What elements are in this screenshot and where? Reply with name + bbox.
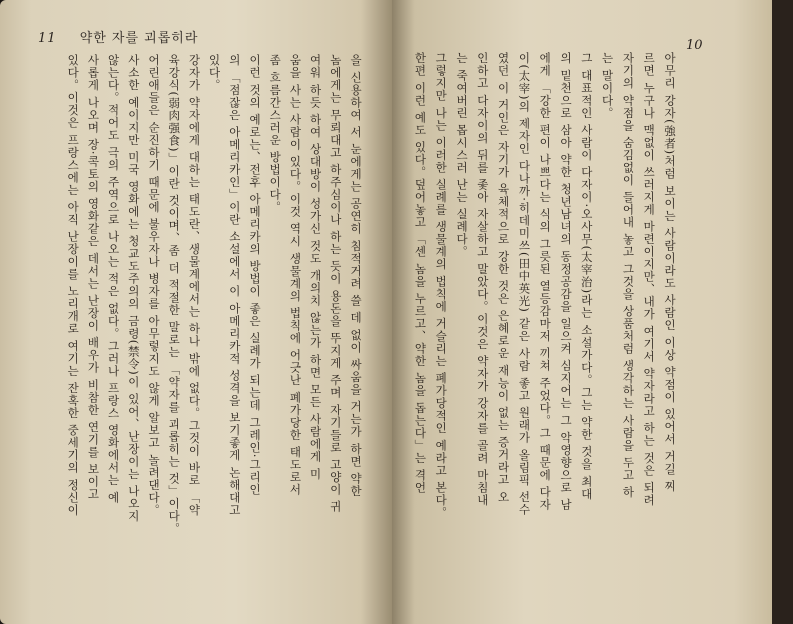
running-head-title: 약한 자를 괴롭히라	[79, 31, 199, 46]
background-edge	[772, 0, 793, 624]
text-line: 인하고 다자이의 뒤를 좇아 자살하고 말았다。이것은 약자가 강자를 골려 마침내	[475, 52, 490, 507]
text-line: 육강식(弱肉强食)」이란 것이며、좀 더 적절한 말로는 「약자를 괴롭히는 것」이다。	[167, 54, 182, 536]
text-line: 어린애들은 순진하기 때문에 불우자나 병자를 아무렇지도 않게 알보고 놀려댄다。	[147, 54, 161, 517]
text-line: 르면 누구나 맥없이 쓰러지게 마련이지만、내가 여기서 약자라고 하는 것은 되려	[642, 52, 657, 507]
text-line: 한편 이런 예도 있다。덮어놓고 「센 놈을 누르고、약한 놈을 돕는다」는 격언	[413, 52, 428, 494]
text-line: 좀 흐름간스러운 방법이다。	[268, 54, 283, 214]
text-line: 여워 하듯 하여 상대방이 성가신 것도 개의치 않는가 하면 모든 사람에게 미	[308, 54, 323, 481]
text-line: 사롭게 나오며 장·콕토의 영화같은 데서는 난장이 배우가 비참한 연기를 보이고	[86, 54, 101, 501]
text-line: 그렇지만 나는 이러한 실례를 생물계의 법칙에 거슬리는 폐가당적인 예라고 본다。	[434, 52, 449, 519]
text-line: 이런 것의 예로는、전후 아메리카의 방법이 좋은 실례가 되는데 그레인·그리인	[248, 54, 262, 496]
text-line: 자기의 약점을 숨김없이 들어내 놓고 그것을 상품처럼 생각하는 사람을 두고 하	[621, 52, 636, 499]
text-line: 강자가 약자에게 대하는 태도란、생물계에서는 하나 밖에 없다。그것이 바로 「약	[187, 54, 202, 517]
left-page-number: 11	[38, 31, 57, 46]
text-line: 을 신용하여 서 눈에게는 공연히 침적거려 쓸 데 없이 싸움을 거는가 하면 약한	[349, 54, 363, 498]
text-line: 의 「점잖은 아메리카인」이란 소설에서 이 아메리카적 성격을 보기좋게 논해대고	[227, 54, 242, 517]
text-line: 는 죽여버린 몹시스러 난는 실례다。	[455, 52, 469, 259]
text-line: 는 말이다。	[600, 52, 615, 120]
text-line: 에게 「강한 편이 나쁘다는 식의 그릇된 열등감마저 끼쳐 주었다。그 때문에 다자	[538, 52, 553, 512]
left-page	[0, 0, 392, 624]
text-line: 사소한 예이지만 미국 영화에는 청교도주의의 금령(禁令)이 있어、난장이는 나오지	[126, 54, 141, 523]
text-line: 였던 이 거인은 자기가 육체적으로 강한 것은 은혜로운 재능이 없는 증거라고 오	[496, 52, 511, 504]
text-line: 의 밑천으로 삼아 약한 청년남녀의 동정공감을 일으켜 심지어는 그 악영향으로 남	[559, 52, 573, 512]
text-line: 아무리 강자(強者)처럼 보이는 사람이라도 사람인 이상 약점이 있어서 거길 찌	[663, 52, 677, 493]
text-line: 이(太宰)의 제자인 다나까·히데미쓰(田中英光) 같은 사람 좋고 원래가 올림픽 선수	[517, 52, 532, 516]
right-page-number: 10	[686, 38, 703, 53]
text-line: 않는다。적어도 극의 주역으로 나오는 적은 없다。그러나 프랑스 영화에서는 예	[106, 54, 121, 504]
left-running-header	[38, 27, 198, 46]
text-line: 있다。이것은 프랑스에는 아직 난장이를 노리개로 여기는 잔혹한 중세기의 정신이	[66, 54, 81, 517]
text-line: 놈에게는 무뢰대고 하주심이나 하는 듯이 용돈을 뚜지게 주며 자기들로 고양이 귀	[328, 54, 343, 514]
text-line: 있다。	[207, 54, 222, 92]
text-line: 그 대표적인 사람이 다자이·오사무(太宰治)라는 소설가다。그는 약한 것을 최대	[579, 52, 594, 501]
right-page	[392, 0, 772, 624]
text-line: 움을 사는 사람이 있다。이것 역시 생물계의 법칙에 어긋난 폐가당한 태도로서	[288, 54, 303, 496]
